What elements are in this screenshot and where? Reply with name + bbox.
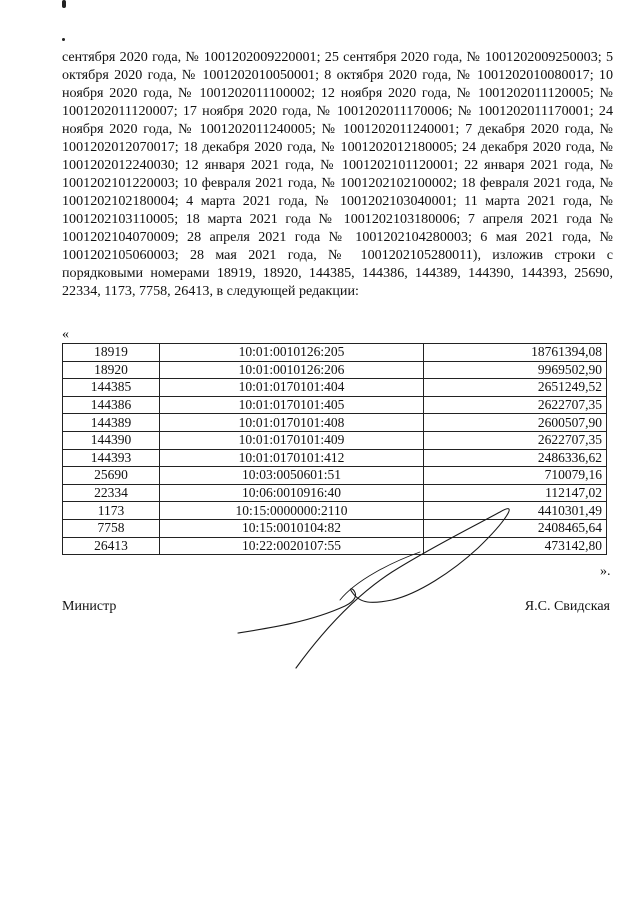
table-row	[63, 361, 607, 379]
table-row	[63, 537, 607, 555]
value-cell: 710079,16	[424, 467, 607, 485]
value-cell: 9969502,90	[424, 361, 607, 379]
row-number-cell: 18920	[63, 361, 160, 379]
table-body	[63, 344, 607, 555]
scan-mark	[62, 0, 66, 8]
row-number-cell: 25690	[63, 467, 160, 485]
cadastral-number-cell: 10:03:0050601:51	[160, 467, 424, 485]
row-number-cell: 144385	[63, 379, 160, 397]
cadastral-number-cell: 10:01:0170101:408	[160, 414, 424, 432]
row-number-cell: 144390	[63, 431, 160, 449]
cadastral-number-cell: 10:01:0170101:405	[160, 396, 424, 414]
table-row	[63, 344, 607, 362]
opening-quote: «	[62, 327, 69, 342]
value-cell: 4410301,49	[424, 502, 607, 520]
table-row	[63, 519, 607, 537]
row-number-cell: 144386	[63, 396, 160, 414]
value-cell: 2651249,52	[424, 379, 607, 397]
cadastral-number-cell: 10:01:0170101:404	[160, 379, 424, 397]
table-row	[63, 396, 607, 414]
value-cell: 112147,02	[424, 484, 607, 502]
table-row	[63, 449, 607, 467]
body-paragraph: сентября 2020 года, № 1001202009220001; 25 сентября 2020 года, № 1001202009250003; 5 октября 2020 года, № 1001202010050001; 8 октября 2020 года, № 1001202010080017; 10 ноября 2020 года, № 1001202011100002; 12 ноября 2020 года, № 1001202011120005; № 1001202011120007; 17 ноября 2020 года, № 1001202011170006; № 1001202011170001; 24 ноября 2020 года, № 1001202011240005; № 1001202011240001; 7 декабря 2020 года, № 1001202012070017; 18 декабря 2020 года, № 1001202012180005; 24 декабря 2020 года, № 1001202012240030; 12 января 2021 года, № 1001202101120001; 22 января 2021 года, № 1001202101220003; 10 февраля 2021 года, № 1001202102100002; 18 февраля 2021 года, № 1001202102180004; 4 марта 2021 года, № 1001202103040001; 11 марта 2021 года, № 1001202103110005; 18 марта 2021 года № 1001202103180006; 7 апреля 2021 года № 1001202104070009; 28 апреля 2021 года № 1001202104280003; 6 мая 2021 года, № 1001202105060003; 28 мая 2021 года, № 1001202105280011), изложив строки с порядковыми номерами 18919, 18920, 144385, 144386, 144389, 144390, 144393, 25690, 22334, 1173, 7758, 26413, в следующей редакции:	[62, 49, 613, 299]
table-row	[63, 484, 607, 502]
cadastral-number-cell: 10:01:0170101:412	[160, 449, 424, 467]
table-row	[63, 414, 607, 432]
value-cell: 2600507,90	[424, 414, 607, 432]
row-number-cell: 144393	[63, 449, 160, 467]
row-number-cell: 26413	[63, 537, 160, 555]
cadastral-number-cell: 10:01:0010126:205	[160, 344, 424, 362]
row-number-cell: 1173	[63, 502, 160, 520]
value-cell: 2622707,35	[424, 431, 607, 449]
row-number-cell: 22334	[63, 484, 160, 502]
cadastral-number-cell: 10:15:0010104:82	[160, 519, 424, 537]
closing-quote: ».	[600, 564, 611, 579]
cadastral-number-cell: 10:01:0170101:409	[160, 431, 424, 449]
value-cell: 2622707,35	[424, 396, 607, 414]
table-row	[63, 467, 607, 485]
cadastral-table	[62, 343, 607, 555]
value-cell: 473142,80	[424, 537, 607, 555]
value-cell: 18761394,08	[424, 344, 607, 362]
row-number-cell: 18919	[63, 344, 160, 362]
row-number-cell: 7758	[63, 519, 160, 537]
table-row	[63, 502, 607, 520]
value-cell: 2408465,64	[424, 519, 607, 537]
row-number-cell: 144389	[63, 414, 160, 432]
value-cell: 2486336,62	[424, 449, 607, 467]
cadastral-number-cell: 10:22:0020107:55	[160, 537, 424, 555]
cadastral-number-cell: 10:06:0010916:40	[160, 484, 424, 502]
scan-dot	[62, 38, 65, 41]
cadastral-number-cell: 10:01:0010126:206	[160, 361, 424, 379]
table-row	[63, 379, 607, 397]
signer-name: Я.С. Свидская	[524, 599, 610, 614]
cadastral-number-cell: 10:15:0000000:2110	[160, 502, 424, 520]
table-row	[63, 431, 607, 449]
signer-position: Министр	[62, 599, 117, 614]
